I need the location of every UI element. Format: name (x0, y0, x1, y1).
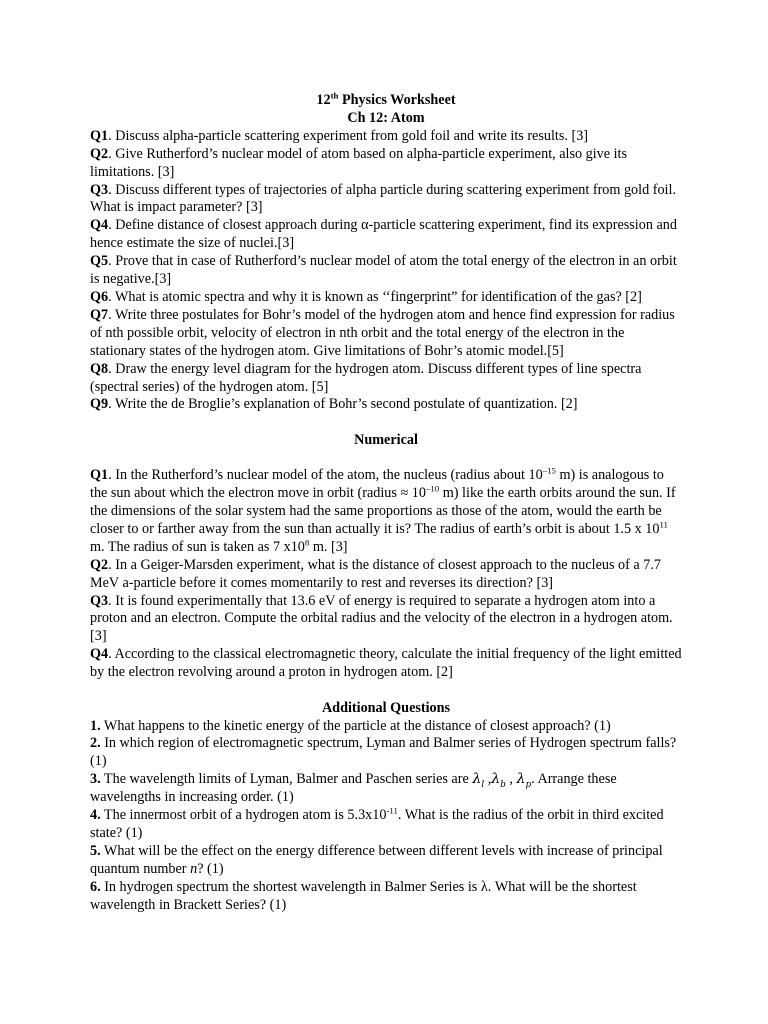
question-label: Q3 (90, 592, 109, 609)
exponent: –10 (426, 483, 440, 494)
lambda-subscript: l (481, 780, 485, 791)
lambda-symbol: λ (472, 771, 482, 788)
question-text: . Define distance of closest approach during α-particle scattering experiment, find its expression and hence estimate the size of nuclei.[3] (90, 217, 677, 252)
spacer (90, 682, 682, 700)
question-text: What happens to the kinetic energy of the particle at the distance of closest approach? (1) (100, 717, 611, 734)
question-5 (90, 253, 682, 289)
question-6 (90, 289, 682, 307)
additional-question-5 (90, 843, 682, 879)
additional-heading: Additional Questions (321, 699, 451, 716)
exponent: 11 (659, 519, 668, 530)
additional-question-4 (90, 807, 682, 843)
additional-question-2 (90, 735, 682, 771)
question-4 (90, 217, 682, 253)
question-text: In hydrogen spectrum the shortest wavelength in Balmer Series is λ. What will be the shortest wavelength in Brackett Series? (1) (90, 878, 637, 913)
exponent: 8 (304, 537, 310, 548)
exponent: –15 (542, 465, 556, 476)
question-3 (90, 182, 682, 218)
question-1 (90, 128, 682, 146)
question-text: . Arrange these wavelengths in increasing order. (1) (90, 771, 617, 806)
numerical-question-1 (90, 467, 682, 557)
separator: , (505, 771, 517, 788)
grade-number: 12 (316, 92, 331, 108)
variable-n: n (190, 860, 198, 877)
additional-question-3 (90, 771, 682, 807)
question-label: Q4 (90, 217, 109, 234)
lambda-symbol: λ (491, 771, 501, 788)
lambda-subscript: p (525, 780, 532, 791)
question-text: m) is analogous to the sun about which the electron move in orbit (radius ≈ 10 (90, 467, 664, 502)
lambda-balmer (491, 771, 506, 791)
question-label: Q5 (90, 253, 109, 270)
question-text: . Prove that in case of Rutherford’s nuclear model of atom the total energy of the electron in an orbit is negative.[3] (90, 253, 677, 288)
question-label: Q9 (90, 396, 109, 413)
question-text: . In the Rutherford’s nuclear model of the atom, the nucleus (radius about 10 (108, 467, 543, 484)
question-text: The wavelength limits of Lyman, Balmer and Paschen series are (100, 771, 473, 788)
worksheet-page (90, 92, 682, 914)
spacer (90, 414, 682, 432)
question-text: m. [3] (309, 538, 348, 555)
lambda-paschen (516, 771, 532, 791)
numerical-heading: Numerical (354, 431, 418, 448)
separator: , (484, 771, 492, 788)
question-label: Q1 (90, 127, 109, 144)
numerical-question-4 (90, 646, 682, 682)
question-label: Q8 (90, 360, 109, 377)
chapter-title: Ch 12: Atom (347, 109, 425, 126)
question-text: m) like the earth orbits around the sun. If the dimensions of the solar system had the same proportions as those of the atom, would the earth be closer to or farther away from the sun than actually it is? The radius of earth’s orbit is about 1.5 x 10 (90, 485, 676, 537)
spacer (90, 450, 682, 468)
question-8 (90, 361, 682, 397)
question-text: . According to the classical electromagnetic theory, calculate the initial frequency of the light emitted by the electron revolving around a proton in hydrogen atom. [2] (90, 646, 682, 681)
question-text: . What is the radius of the orbit in third excited state? (1) (90, 807, 664, 841)
lambda-subscript: b (500, 780, 506, 791)
question-label: Q2 (90, 556, 109, 573)
question-9 (90, 396, 682, 414)
question-text: The innermost orbit of a hydrogen atom is 5.3x10 (100, 807, 387, 824)
worksheet-title (90, 92, 682, 110)
question-text: . Give Rutherford’s nuclear model of atom based on alpha-particle experiment, also give its limitations. [3] (90, 145, 628, 180)
grade-superscript: th (330, 90, 339, 101)
question-label: Q1 (90, 467, 109, 484)
question-text: . Draw the energy level diagram for the hydrogen atom. Discuss different types of line spectra (spectral series) of the hydrogen atom. [5] (90, 360, 642, 395)
question-label: 4. (90, 807, 101, 824)
exponent: -11 (386, 805, 398, 816)
question-label: 3. (90, 771, 101, 788)
numerical-question-3 (90, 593, 682, 647)
lambda-symbol: λ (516, 771, 526, 788)
question-label: Q6 (90, 288, 109, 305)
additional-question-6 (90, 879, 682, 915)
additional-question-1 (90, 718, 682, 736)
question-2 (90, 146, 682, 182)
question-text: ? (1) (197, 860, 224, 877)
question-label: 5. (90, 842, 101, 859)
question-text: . It is found experimentally that 13.6 eV of energy is required to separate a hydrogen atom into a proton and an electron. Compute the orbital radius and the velocity of the electron in a hydrogen atom. [3] (90, 592, 673, 645)
numerical-question-2 (90, 557, 682, 593)
question-text: . In a Geiger-Marsden experiment, what is the distance of closest approach to the nucleus of a 7.7 MeV a-particle before it comes momentarily to rest and reverses its direction? [3] (90, 556, 661, 591)
lambda-lyman (472, 771, 485, 791)
question-label: 1. (90, 717, 101, 734)
question-text: . Write three postulates for Bohr’s model of the hydrogen atom and hence find expression for radius of nth possible orbit, velocity of electron in nth orbit and the total energy of the electron in the stationary states of the hydrogen atom. Give limitations of Bohr’s atomic model.[5] (90, 306, 675, 359)
question-text: . Discuss different types of trajectories of alpha particle during scattering experiment from gold foil. What is impact parameter? [3] (90, 181, 676, 216)
question-text: In which region of electromagnetic spectrum, Lyman and Balmer series of Hydrogen spectrum falls? (1) (90, 735, 677, 770)
question-text: What will be the effect on the energy difference between different levels with increase of principal quantum number (90, 842, 663, 877)
question-7 (90, 307, 682, 361)
question-text: m. The radius of sun is taken as 7 x10 (90, 538, 305, 555)
question-text: . Write the de Broglie’s explanation of Bohr’s second postulate of quantization. [2] (108, 396, 578, 413)
question-text: . What is atomic spectra and why it is known as ‘‘fingerprint” for identification of the gas? [2] (108, 288, 642, 305)
question-label: Q4 (90, 646, 109, 663)
question-label: Q2 (90, 145, 109, 162)
question-text: . Discuss alpha-particle scattering experiment from gold foil and write its results. [3] (108, 127, 589, 144)
question-label: Q7 (90, 306, 109, 323)
question-label: Q3 (90, 181, 109, 198)
title-text: Physics Worksheet (338, 92, 456, 108)
question-label: 2. (90, 735, 101, 752)
question-label: 6. (90, 878, 101, 895)
